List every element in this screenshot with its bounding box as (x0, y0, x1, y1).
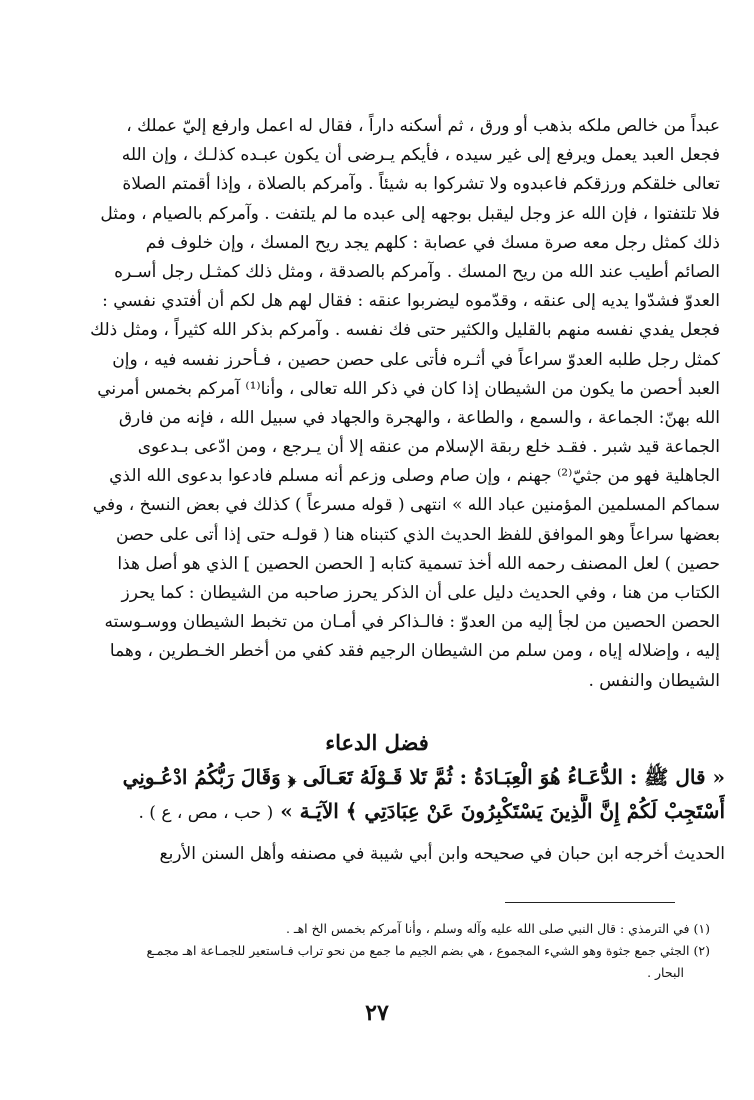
quote-line-2 (60, 794, 725, 828)
text-line: الكتاب من هنا ، وفي الحديث دليل على أن الذكر يحرز صاحبه من الشيطان : كما يحرز (121, 583, 720, 603)
footnote-2-continuation: البحار . (647, 965, 684, 980)
footnote-2: (٢) الجثي جمع جثوة وهو الشيء المجموع ، هي بضم الجيم ما جمع من نحو تراب فـاستعير للجمـاعة اهـ مجمـع (146, 943, 710, 958)
text-line: تعالى خلقكم ورزقكم فاعبدوه ولا تشركوا به شيئاً . وآمركم بالصلاة ، وإذا أقمتم الصلاة (122, 174, 720, 195)
quote-references: ( حب ، مص ، ع ) . (138, 803, 274, 823)
text-line: الجماعة قيد شبر . فقـد خلع ربقة الإسلام من عنقه إلا أن يـرجع ، ومن ادّعى بـدعوى (137, 437, 720, 458)
text-line: ذلك كمثل رجل معه صرة مسك في عصابة : كلهم يجد ريح المسك ، وإن خلوف فم (145, 232, 720, 253)
section-heading: فضل الدعاء (325, 730, 429, 755)
footnote-1: (١) في الترمذي : قال النبي صلى الله عليه وآله وسلم ، وأنا آمركم بخمس الخ اهـ . (285, 921, 710, 936)
text-line: الصائم أطيب عند الله من ريح المسك . وآمركم بالصدقة ، ومثل ذلك كمثـل رجل أسـره (114, 261, 720, 282)
text-line: كمثل رجل طلبه العدوّ سراعاً في أثـره فأتى على حصن حصين ، فـأحرز نفسه فيه ، وإن (112, 349, 720, 370)
quote-line-2-text: أَسْتَجِبْ لَكُمْ إِنَّ الَّذِينَ يَسْتَكْبِرُونَ عَنْ عِبَادَتِي ﴾ الآيَـة » (280, 799, 725, 823)
page-number: ٢٧ (365, 1000, 389, 1026)
text-line: الله بهنّ: الجماعة ، والسمع ، والطاعة ، والهجرة والجهاد في سبيل الله ، فإنه من فارق (118, 407, 720, 428)
text-line: الجاهلية فهو من جثيّ⁽²⁾ جهنم ، وإن صام وصلى وزعم أنه مسلم فادعوا بدعوى الله الذي (109, 466, 720, 487)
text-line: الحصن الحصين من لجأ إليه من العدوّ : فالـذاكر في أمـان من تخبط الشيطان ووسـوسته (104, 612, 720, 633)
text-line: فلا تلتفتوا ، فإن الله عز وجل ليقبل بوجهه إلى عبده ما لم يلتفت . وآمركم بالصيام ، ومثل (100, 203, 720, 224)
text-line: إليه ، وإضلاله إياه ، ومن سلم من الشيطان الرجيم فقد كفي من أخطر الخـطرين ، وهما (109, 641, 720, 662)
text-line: فجعل العبد يعمل ويرفع إلى غير سيده ، فأيكم يـرضى أن يكون عبـده كذلـك ، وإن الله (121, 145, 720, 166)
text-line: سماكم المسلمين المؤمنين عباد الله » انتهى ( قوله مسرعاً ) كذلك في بعض النسخ ، وفي (92, 495, 720, 516)
text-line: الشيطان والنفس . (588, 670, 720, 691)
text-line: العدوّ فشدّوا يديه إلى عنقه ، وقدّموه ليضربوا عنقه : فقال لهم هل لكم أن أفتدي نفسي : (102, 291, 720, 312)
text-line: عبداً من خالص ملكه بذهب أو ورق ، ثم أسكنه داراً ، فقال له اعمل وارفع إليّ عملك ، (126, 116, 720, 136)
quote-line-1: « قال ﷺ : الدُّعَـاءُ هُوَ الْعِبَـادَةُ : ثُمَّ تَلا قَـوْلَهُ تَعَـالَى ﴿ وَقَالَ رَبُّكُمُ ادْعُـونِي (122, 765, 725, 789)
text-line: حصين ) لعل المصنف رحمه الله أخذ تسمية كتابه [ الحصن الحصين ] الذي هو أصل هذا (117, 553, 720, 574)
text-line: فجعل يفدي نفسه منهم بالقليل والكثير حتى فك نفسه . وآمركم بذكر الله كثيراً ، ومثل ذلك (90, 320, 720, 341)
hadith-quote (60, 760, 725, 828)
footnote-divider (505, 902, 675, 903)
commentary-line: الحديث أخرجه ابن حبان في صحيحه وابن أبي شيبة في مصنفه وأهل السنن الأربع (159, 844, 725, 864)
text-line: العبد أحصن ما يكون من الشيطان إذا كان في ذكر الله تعالى ، وأنا⁽¹⁾ آمركم بخمس أمرني (97, 378, 720, 399)
footnotes (60, 918, 710, 984)
text-line: بعضها سراعاً وهو الموافق للفظ الحديث الذي كتبناه هنا ( قولـه حتى إذا أتى على حصن (115, 524, 720, 545)
main-text-block (60, 112, 720, 696)
